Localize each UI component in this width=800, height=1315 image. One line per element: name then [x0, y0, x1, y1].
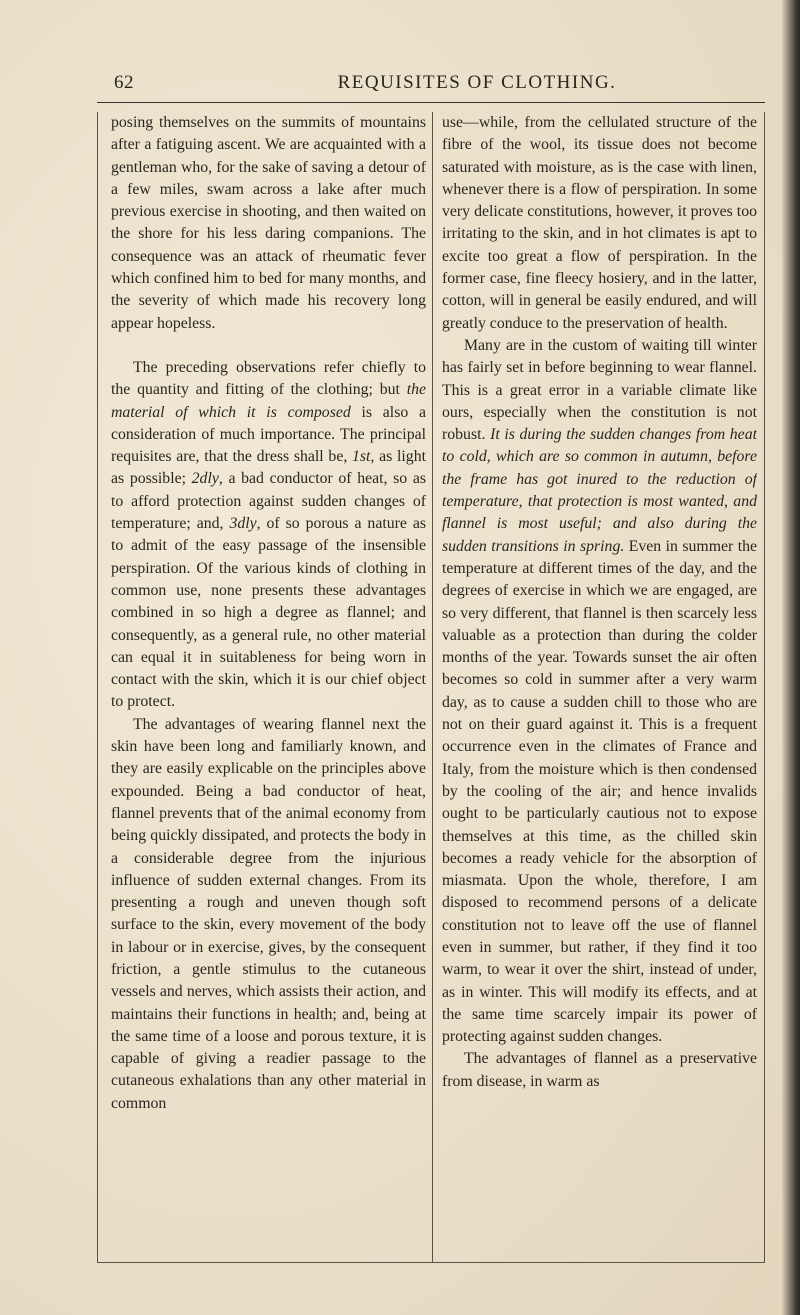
book-gutter-edge [782, 0, 800, 1315]
paragraph: The advantages of flannel as a preservative from disease, in warm as [442, 1050, 757, 1090]
paragraph: posing themselves on the summits of mountains after a fatiguing ascent. We are acquainted with a gentleman who, for the sake of saving a detour of a few miles, swam across a lake after much previous exercise in shooting, and then waited on the shore for his less daring companions. The consequence was an attack of rheumatic fever which confined him to bed for many months, and the severity of which made his recovery long appear hopeless. [111, 114, 426, 332]
page-header [97, 66, 765, 103]
paragraph: Many are in the custom of waiting till winter has fairly set in before beginning to wear flannel. This is a great error in a variable climate like ours, especially when the constitution is not robust. It is during the sudden changes from heat to cold, which are so common in autumn, before the frame has got inured to the reduction of temperature, that protection is most wanted, and flannel is most useful; and also during the sudden transitions in spring. Even in summer the temperature at different times of the day, and the degrees of exercise in which we are engaged, are so very different, that flannel is then scarcely less valuable as a protection than during the colder months of the year. Towards sunset the air often becomes so cold in summer after a very warm day, as to cause a sudden chill to those who are not on their guard against it. This is a frequent occurrence even in the climates of France and Italy, from the moisture which is then condensed by the cooling of the air; and hence invalids ought to be particularly cautious not to expose themselves at this time, as the chilled skin becomes a ready vehicle for the absorption of miasmata. Upon the whole, therefore, I am disposed to recommend persons of a delicate constitution not to leave off the use of flannel even in summer, but rather, if they find it too warm, to wear it over the shirt, instead of under, as in winter. This will modify its effects, and at the same time scarcely impair its power of protecting against sudden changes. [442, 336, 757, 1046]
column-divider [432, 112, 433, 1262]
right-column [442, 112, 757, 1258]
bottom-border-rule [97, 1262, 765, 1263]
right-border-rule [764, 112, 765, 1262]
left-border-rule [97, 112, 98, 1262]
paragraph: The preceding observations refer chiefly to the quantity and fitting of the clothing; but the material of which it is composed is also a consideration of much importance. The principal requisites are, that the dress shall be, 1st, as light as possible; 2dly, a bad conductor of heat, so as to afford protection against sudden changes of temperature; and, 3dly, of so porous a nature as to admit of the easy passage of the insensible perspiration. Of the various kinds of clothing in common use, none presents these advantages combined in so high a degree as flannel; and consequently, as a general rule, no other material can equal it in suitableness for being worn in contact with the skin, which it is our chief object to protect. [111, 358, 426, 711]
running-title: REQUISITES OF CLOTHING. [337, 72, 617, 93]
paragraph: use—while, from the cellulated structure of the fibre of the wool, its tissue does not become saturated with moisture, as is the case with linen, whenever there is a flow of perspiration. In some very delicate constitutions, however, it proves too irritating to the skin, and in hot climates is apt to excite too great a flow of perspiration. In the former case, fine fleecy hosiery, and in the latter, cotton, will in general be easily endured, and will greatly conduce to the preservation of health. [442, 114, 757, 332]
page-number: 62 [114, 72, 134, 93]
left-column [111, 112, 426, 1258]
paragraph: The advantages of wearing flannel next the skin have been long and familiarly known, and they are easily explicable on the principles above expounded. Being a bad conductor of heat, flannel prevents that of the animal economy from being quickly dissipated, and protects the body in a considerable degree from the injurious influence of sudden external changes. From its presenting a rough and uneven though soft surface to the skin, every movement of the body in labour or in exercise, gives, by the consequent friction, a gentle stimulus to the cutaneous vessels and nerves, which assists their action, and maintains their functions in health; and, being at the same time of a loose and porous texture, it is capable of giving a readier passage to the cutaneous exhalations than any other material in common [111, 715, 426, 1112]
